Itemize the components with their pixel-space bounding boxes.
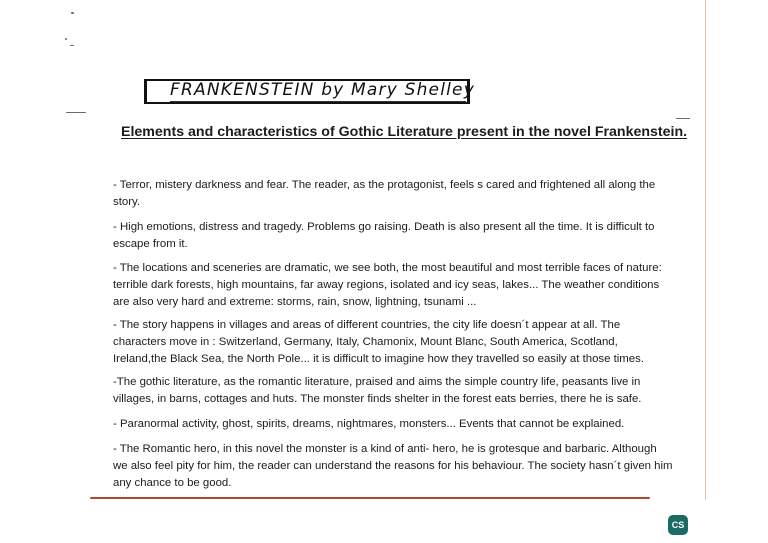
paragraph-emotions: - High emotions, distress and tragedy. Problems go raising. Death is also present all the time. It is difficult to escape from it. bbox=[113, 221, 655, 250]
scan-speck bbox=[70, 45, 74, 46]
bottom-rule bbox=[90, 497, 650, 499]
scan-speck bbox=[71, 12, 74, 14]
scan-speck bbox=[676, 118, 690, 119]
scan-speck bbox=[66, 112, 86, 113]
margin-line bbox=[705, 0, 706, 500]
title-underline bbox=[170, 101, 466, 102]
paragraph-romantic-hero: - The Romantic hero, in this novel the monster is a kind of anti- hero, he is grotesque and barbaric. Although we also feel pity for him, the reader can understand the reasons for his behaviour. The society hasn´t given him any chance to be good. bbox=[113, 443, 673, 489]
document-title: FRANKENSTEIN by Mary Shelley bbox=[170, 80, 475, 100]
scan-speck bbox=[65, 38, 67, 40]
paragraph-country-life: -The gothic literature, as the romantic literature, praised and aims the simple country life, peasants live in villages, in barns, cottages and huts. The monster finds shelter in the forest eats berries, there he is safe. bbox=[113, 376, 642, 405]
paragraph-terror: - Terror, mistery darkness and fear. The reader, as the protagonist, feels s cared and frightened all along the story. bbox=[113, 179, 656, 208]
paragraph-paranormal: - Paranormal activity, ghost, spirits, dreams, nightmares, monsters... Events that cannot be explained. bbox=[113, 418, 625, 430]
camscanner-logo: CS bbox=[668, 515, 688, 535]
paragraph-locations: - The locations and sceneries are dramatic, we see both, the most beautiful and most terrible faces of nature: terrible dark forests, high mountains, far away regions, isolated and icy seas, lakes... The weather conditions are also very hard and extreme: storms, rain, snow, lightning, tsunami ... bbox=[113, 262, 662, 308]
document-heading: Elements and characteristics of Gothic Literature present in the novel Frankenstein. bbox=[121, 124, 688, 140]
paragraph-countries: - The story happens in villages and areas of different countries, the city life doesn´t appear at all. The characters move in : Switzerland, Germany, Italy, Chamonix, Mount Blanc, South America, Scotland, Ireland,the Black Sea, the North Pole... it is difficult to imagine how they travelled so easily at those times. bbox=[113, 319, 644, 365]
